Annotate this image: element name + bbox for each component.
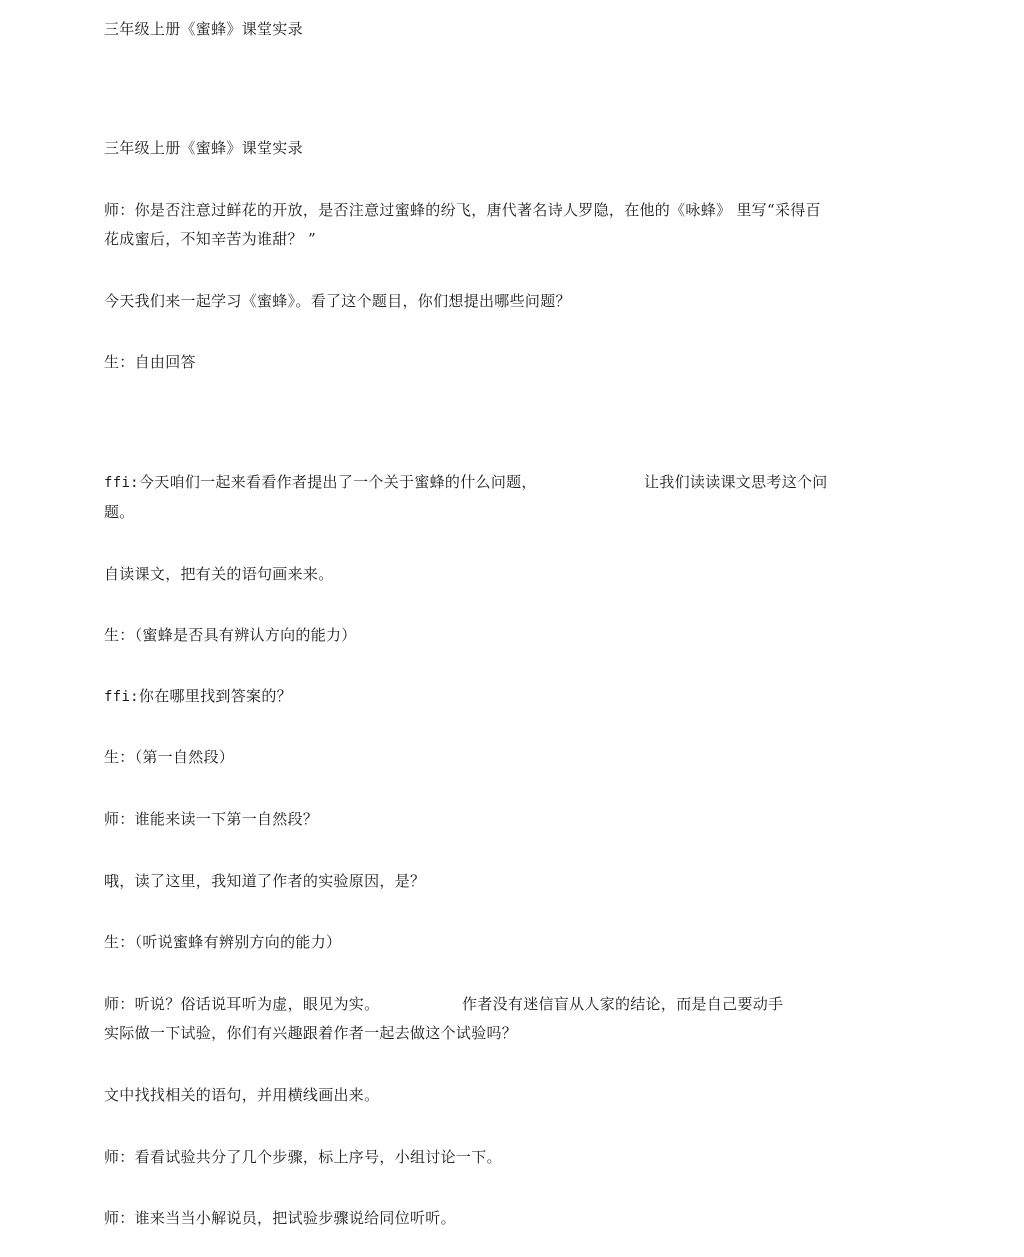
paragraph-10: 哦，读了这里，我知道了作者的实验原因，是？ <box>104 872 426 890</box>
paragraph-12-part-2: 作者没有迷信盲从人家的结论，而是自己要动手 <box>462 995 784 1013</box>
paragraph-4-line-2: 题。 <box>104 503 135 521</box>
speaker-prefix: ffi: <box>104 689 139 705</box>
paragraph-4-part-2: 让我们读读课文思考这个问 <box>644 473 828 491</box>
paragraph-2: 今天我们来一起学习《蜜蜂》。看了这个题目，你们想提出哪些问题？ <box>104 292 571 310</box>
paragraph-4-line-1 <box>104 472 537 493</box>
paragraph-3: 生：自由回答 <box>104 353 196 371</box>
paragraph-12-part-1: 师：听说？俗话说耳听为虚，眼见为实。 <box>104 995 380 1013</box>
document-title: 三年级上册《蜜蜂》课堂实录 <box>104 139 303 157</box>
paragraph-7 <box>104 686 292 707</box>
paragraph-7-text: 你在哪里找到答案的？ <box>138 687 292 705</box>
paragraph-14: 师：看看试验共分了几个步骤，标上序号，小组讨论一下。 <box>104 1148 502 1166</box>
paragraph-1-line-2: 花成蜜后，不知辛苦为谁甜？ ” <box>104 230 316 248</box>
paragraph-4-part-1: 今天咱们一起来看看作者提出了一个关于蜜蜂的什么问题， <box>138 473 537 491</box>
paragraph-13: 文中找找相关的语句，并用横线画出来。 <box>104 1086 380 1104</box>
paragraph-9: 师：谁能来读一下第一自然段？ <box>104 810 319 828</box>
paragraph-5: 自读课文，把有关的语句画来来。 <box>104 565 334 583</box>
paragraph-1-line-1: 师：你是否注意过鲜花的开放，是否注意过蜜蜂的纷飞，唐代著名诗人罗隐，在他的《咏蜂》 里写“采得百 <box>104 201 821 219</box>
speaker-prefix: ffi: <box>104 475 139 491</box>
paragraph-8: 生：（第一自然段） <box>104 748 235 766</box>
running-header: 三年级上册《蜜蜂》课堂实录 <box>104 20 303 38</box>
paragraph-12-line-2: 实际做一下试验，你们有兴趣跟着作者一起去做这个试验吗？ <box>104 1024 518 1042</box>
paragraph-11: 生：（听说蜜蜂有辨别方向的能力） <box>104 933 342 951</box>
paragraph-15: 师：谁来当当小解说员，把试验步骤说给同位听听。 <box>104 1209 456 1227</box>
paragraph-6: 生：（蜜蜂是否具有辨认方向的能力） <box>104 626 357 644</box>
